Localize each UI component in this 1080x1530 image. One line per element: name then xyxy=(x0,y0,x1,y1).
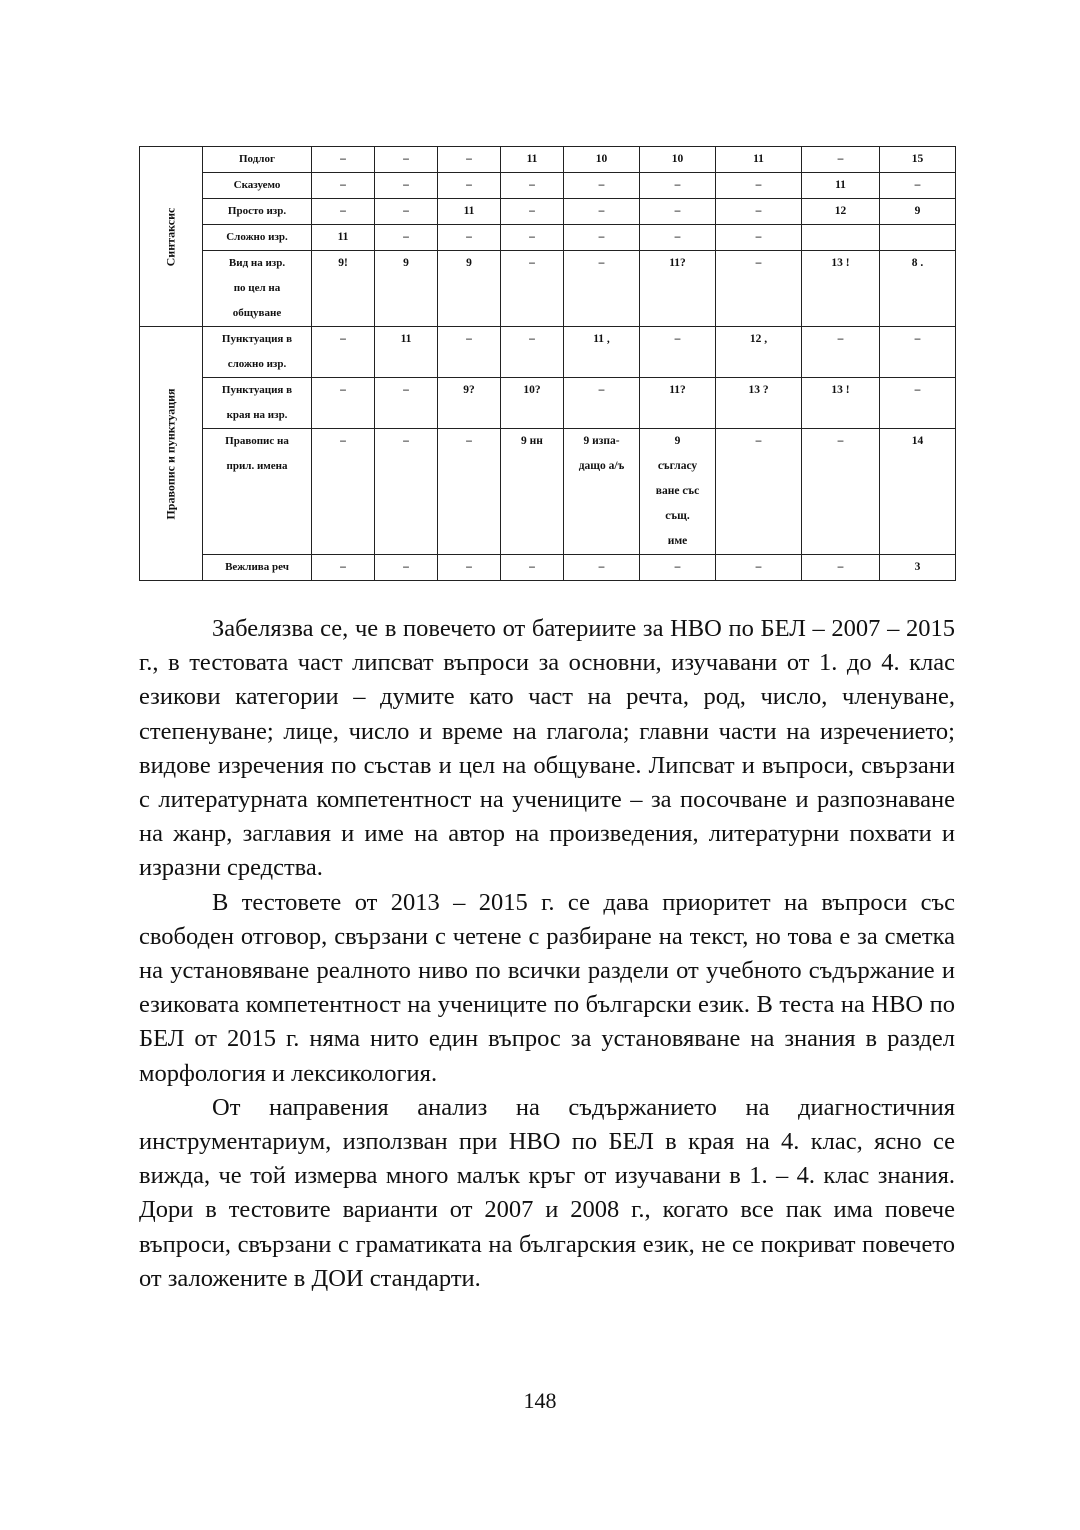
table-cell: – xyxy=(375,199,438,225)
row-label-line: Сложно изр. xyxy=(226,231,288,243)
table-cell: 12 xyxy=(802,199,880,225)
table-cell: – xyxy=(802,327,880,378)
row-label-line: Правопис на xyxy=(225,435,289,447)
row-label xyxy=(203,225,312,251)
table-cell: – xyxy=(716,199,802,225)
table-row xyxy=(140,225,956,251)
cell-line: име xyxy=(667,535,688,547)
table-row xyxy=(140,147,956,173)
table-cell: 11 xyxy=(438,199,501,225)
table-cell: – xyxy=(375,555,438,581)
table-cell: – xyxy=(375,378,438,429)
table-cell: – xyxy=(564,555,640,581)
table-cell: 10? xyxy=(501,378,564,429)
table-cell: – xyxy=(564,251,640,327)
row-label-line: Просто изр. xyxy=(227,205,287,217)
table-cell: – xyxy=(375,173,438,199)
table-cell: – xyxy=(438,225,501,251)
table-cell: – xyxy=(312,327,375,378)
table-cell: – xyxy=(312,555,375,581)
table-cell xyxy=(564,429,640,555)
paragraph: Забелязва се, че в повечето от батериите за НВО по БЕЛ – 2007 – 2015 г., в тестовата част липсват въпроси за основни, изучавани от 1. до 4. клас езикови категории – думите като част на речта, род, число, членуване, степенуване; лице, число и време на глагола; главни части на изречението; видове изречения по състав и цел на общуване. Липсват и въпроси, свързани с литературната компетентност на учениците – за посочване и разпознаване на жанр, заглавия и име на автор на произведения, литературни похвати и изразни средства. xyxy=(139,615,955,882)
section-title-cell xyxy=(140,147,203,327)
row-label xyxy=(203,147,312,173)
table-cell: 11 xyxy=(716,147,802,173)
table-cell: – xyxy=(802,147,880,173)
table-cell: – xyxy=(438,327,501,378)
table-cell: – xyxy=(640,555,716,581)
table-cell: – xyxy=(501,251,564,327)
table-cell: – xyxy=(501,327,564,378)
table-cell xyxy=(802,429,880,555)
section-title-cell xyxy=(140,327,203,581)
paragraph: В тестовете от 2013 – 2015 г. се дава приоритет на въпроси със свободен отговор, свързани с четене с разбиране на текст, но това е за сметка на установяване реалното ниво по всички раздели от учебното съдържание и езиковата компетентност на учениците по български език. В теста на НВО по БЕЛ от 2015 г. няма нито един въпрос за установяване на знания в раздел морфология и лексикология. xyxy=(139,888,955,1087)
table-cell: – xyxy=(564,199,640,225)
table-cell xyxy=(880,429,956,555)
table-cell: – xyxy=(438,147,501,173)
table-row xyxy=(140,327,956,378)
table-cell: 13 ? xyxy=(716,378,802,429)
cell-line: същ. xyxy=(665,510,690,522)
row-label xyxy=(203,429,312,555)
cell-line: дащо а/ъ xyxy=(578,460,625,472)
row-label-line: Сказуемо xyxy=(233,179,281,191)
table-cell: – xyxy=(640,199,716,225)
table-cell: – xyxy=(312,199,375,225)
paragraph: От направения анализ на съдържанието на диагностичния инструментариум, използван при НВО по БЕЛ в края на 4. клас, ясно се вижда, че той измерва много малък кръг от изучавани в 1. – 4. клас знания. Дори в тестовите варианти от 2007 и 2008 г., когато все пак има повече въпроси, свързани с граматиката на българския език, не се покриват повечето от заложените в ДОИ стандарти. xyxy=(139,1093,955,1292)
row-label-line: Подлог xyxy=(239,153,275,165)
row-label xyxy=(203,327,312,378)
table-cell: – xyxy=(640,327,716,378)
table-cell: – xyxy=(716,173,802,199)
table-cell: 11 xyxy=(501,147,564,173)
table-cell: – xyxy=(880,173,956,199)
table-cell: – xyxy=(438,555,501,581)
table-cell: – xyxy=(312,378,375,429)
row-label-line: прил. имена xyxy=(226,460,288,472)
row-label-line: Вежлива реч xyxy=(225,561,289,573)
table-cell: – xyxy=(375,225,438,251)
row-label-line: Пунктуация в xyxy=(221,384,293,396)
table-cell: 10 xyxy=(640,147,716,173)
table-cell: – xyxy=(501,225,564,251)
page-number: 148 xyxy=(523,1388,557,1413)
table-cell: – xyxy=(716,555,802,581)
table-cell: 8 . xyxy=(880,251,956,327)
row-label-line: Вид на изр. xyxy=(228,257,286,269)
cell-line: 9 изпа- xyxy=(583,435,620,447)
row-label-line: сложно изр. xyxy=(227,358,287,370)
row-label-line: общуване xyxy=(232,307,282,319)
row-label xyxy=(203,555,312,581)
section-title: Синтаксис xyxy=(163,207,178,266)
table-cell: – xyxy=(564,378,640,429)
cell-line: – xyxy=(403,435,409,447)
cell-line: 9 нн xyxy=(521,435,543,447)
table-cell xyxy=(375,429,438,555)
cell-line: – xyxy=(340,435,346,447)
table-cell: – xyxy=(438,173,501,199)
row-label xyxy=(203,378,312,429)
table-cell: – xyxy=(716,225,802,251)
data-table xyxy=(139,146,956,581)
table-cell: – xyxy=(501,555,564,581)
table-row xyxy=(140,173,956,199)
row-label-line: Пунктуация в xyxy=(221,333,293,345)
table-cell: – xyxy=(501,199,564,225)
table-cell: – xyxy=(640,173,716,199)
cell-line: – xyxy=(755,435,762,447)
table-cell: 3 xyxy=(880,555,956,581)
table-cell xyxy=(438,429,501,555)
table-row xyxy=(140,555,956,581)
row-label-line: края на изр. xyxy=(226,409,288,421)
table-cell: – xyxy=(716,251,802,327)
row-label xyxy=(203,173,312,199)
table-cell: 11? xyxy=(640,251,716,327)
table-cell: – xyxy=(375,147,438,173)
table-cell: – xyxy=(802,555,880,581)
table-cell: – xyxy=(880,327,956,378)
table-cell: – xyxy=(564,173,640,199)
table-row xyxy=(140,199,956,225)
row-label xyxy=(203,199,312,225)
table-cell: – xyxy=(640,225,716,251)
cell-line: ване със xyxy=(655,485,700,497)
table-row xyxy=(140,251,956,327)
table-row xyxy=(140,429,956,555)
table-cell: 13 ! xyxy=(802,251,880,327)
table-cell: 11 , xyxy=(564,327,640,378)
table-cell: – xyxy=(564,225,640,251)
table-cell: 11 xyxy=(802,173,880,199)
table-cell: 11? xyxy=(640,378,716,429)
table-cell: 9? xyxy=(438,378,501,429)
section-title: Правопис и пунктуация xyxy=(163,387,178,520)
table-cell xyxy=(640,429,716,555)
table-cell: – xyxy=(501,173,564,199)
cell-line: 9 xyxy=(674,435,681,447)
cell-line: съгласу xyxy=(657,460,698,472)
table-cell xyxy=(802,225,880,251)
table-cell: 11 xyxy=(375,327,438,378)
table-cell: – xyxy=(880,378,956,429)
table-cell xyxy=(501,429,564,555)
table-row xyxy=(140,378,956,429)
table-cell: 10 xyxy=(564,147,640,173)
table-cell xyxy=(312,429,375,555)
table-cell: 13 ! xyxy=(802,378,880,429)
cell-line: – xyxy=(466,435,472,447)
table-cell xyxy=(716,429,802,555)
table-cell: – xyxy=(312,147,375,173)
row-label xyxy=(203,251,312,327)
table-cell xyxy=(880,225,956,251)
table-cell: 9! xyxy=(312,251,375,327)
table-cell: 12 , xyxy=(716,327,802,378)
cell-line: – xyxy=(837,435,844,447)
table-cell: 9 xyxy=(438,251,501,327)
body-text xyxy=(139,612,955,1296)
row-label-line: по цел на xyxy=(233,282,281,294)
cell-line: 14 xyxy=(911,435,924,447)
table-cell: 11 xyxy=(312,225,375,251)
table-cell: 15 xyxy=(880,147,956,173)
table-cell: – xyxy=(312,173,375,199)
table-cell: 9 xyxy=(880,199,956,225)
table-cell: 9 xyxy=(375,251,438,327)
